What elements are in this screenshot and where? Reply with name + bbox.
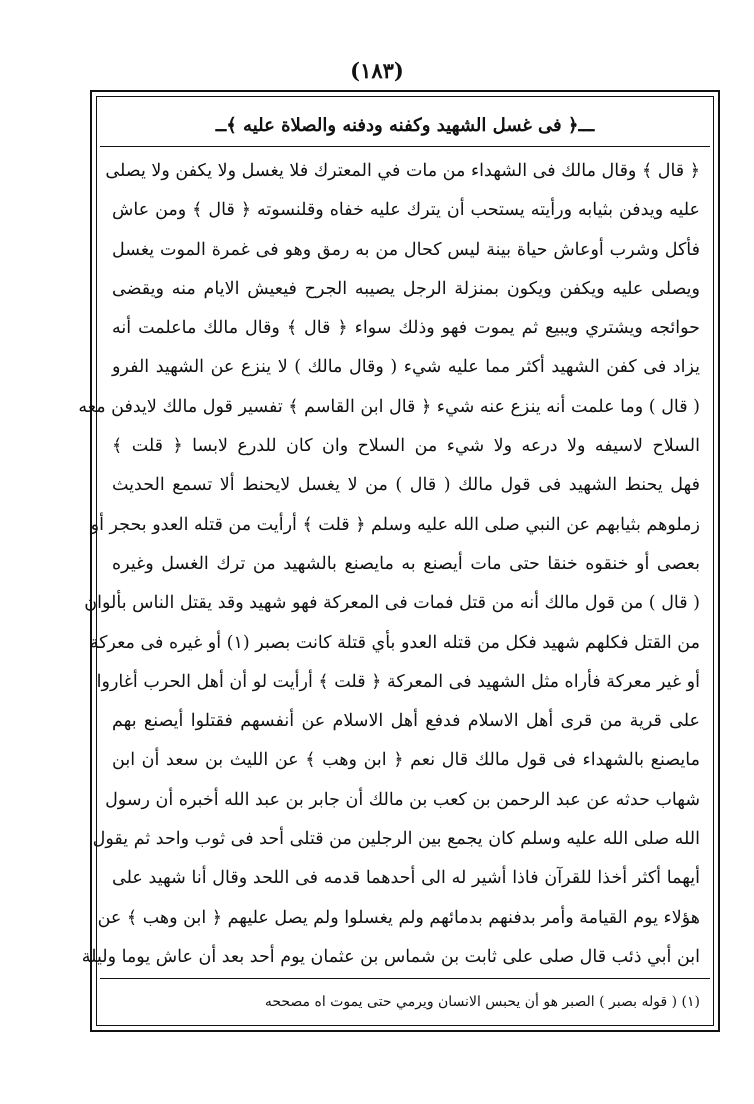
- footnote-divider: [100, 978, 710, 979]
- text-line: أو غير معركة فأراه مثل الشهيد فى المعركة ﴿ قلت ﴾ أرأيت لو أن أهل الحرب أغاروا: [96, 671, 700, 692]
- text-line: عليه ويدفن بثيابه ورأيته يستحب أن يترك عليه خفاه وقلنسوته ﴿ قال ﴾ ومن عاش: [112, 200, 700, 221]
- text-line: مايصنع بالشهداء فى قول مالك قال نعم ﴿ ابن وهب ﴾ عن الليث بن سعد أن ابن: [112, 750, 700, 771]
- text-line: ﴿ قال ﴾ وقال مالك فى الشهداء من مات في المعترك فلا يغسل ولا يكفن ولا يصلى: [105, 161, 700, 181]
- text-line: حوائجه ويشتري ويبيع ثم يموت فهو وذلك سواء ﴿ قال ﴾ وقال مالك ماعلمت أنه: [112, 318, 700, 339]
- text-line: بعصى أو خنقوه خنقا حتى مات أيصنع به مايصنع بالشهيد من ترك الغسل وغيره: [112, 553, 700, 574]
- text-line: ابن أبي ذئب قال صلى على ثابت بن شماس بن عثمان يوم أحد بعد أن عاش يوما وليلة: [81, 946, 700, 967]
- text-line: فهل يحنط الشهيد فى قول مالك ( قال ) من لا يغسل لايحنط ألا تسمع الحديث: [112, 475, 700, 496]
- chapter-heading: ـــ﴿ فى غسل الشهيد وكفنه ودفنه والصلاة عليه ﴾ــ: [215, 115, 595, 136]
- text-line: ( قال ) من قول مالك أنه من قتل فمات فى المعركة فهو شهيد وقد يقتل الناس بألوان: [84, 593, 700, 614]
- page-number: (١٨٣): [350, 58, 404, 83]
- text-line: شهاب حدثه عن عبد الرحمن بن كعب بن مالك أن جابر بن عبد الله أخبره أن رسول: [105, 789, 700, 810]
- body-text: [78, 152, 700, 977]
- text-line: على قرية من قرى أهل الاسلام فدفع أهل الاسلام عن أنفسهم فقتلوا أيصنع بهم: [112, 711, 700, 732]
- text-line: زملوهم بثيابهم عن النبي صلى الله عليه وسلم ﴿ قلت ﴾ أرأيت من قتله العدو بحجر أو: [90, 514, 700, 535]
- text-line: أيهما أكثر أخذا للقرآن فاذا أشير له الى أحدهما قدمه فى اللحد وقال أنا شهيد على: [112, 868, 700, 889]
- text-line: من القتل فكلهم شهيد فكل من قتله العدو بأي قتلة كانت بصبر (١) أو غيره فى معركة: [89, 632, 700, 653]
- text-line: الله صلى الله عليه وسلم كان يجمع بين الرجلين من قتلى أحد فى ثوب واحد ثم يقول: [92, 829, 700, 850]
- text-line: السلاح لاسيفه ولا درعه ولا شيء من السلاح وان كان للدرع لابسا ﴿ قلت ﴾: [112, 436, 700, 457]
- text-line: يزاد فى كفن الشهيد أكثر مما عليه شيء ( وقال مالك ) لا ينزع عن الشهيد الفرو: [112, 357, 700, 378]
- heading-divider: [100, 146, 710, 147]
- text-line: ( قال ) وما علمت أنه ينزع عنه شيء ﴿ قال ابن القاسم ﴾ تفسير قول مالك لايدفن معه: [78, 396, 700, 417]
- footnote: (١) ( قوله بصبر ) الصبر هو أن يحبس الانسان ويرمي حتى يموت اه مصححه: [264, 994, 700, 1010]
- text-line: ويصلى عليه ويكفن ويكون بمنزلة الرجل يصيبه الجرح فيعيش الايام منه ويقضى: [112, 278, 700, 299]
- text-line: فأكل وشرب أوعاش حياة بينة ليس كحال من به رمق وهو فى غمرة الموت يغسل: [112, 239, 700, 260]
- text-line: هؤلاء يوم القيامة وأمر بدفنهم بدمائهم ولم يغسلوا ولم يصل عليهم ﴿ ابن وهب ﴾ عن: [97, 907, 700, 928]
